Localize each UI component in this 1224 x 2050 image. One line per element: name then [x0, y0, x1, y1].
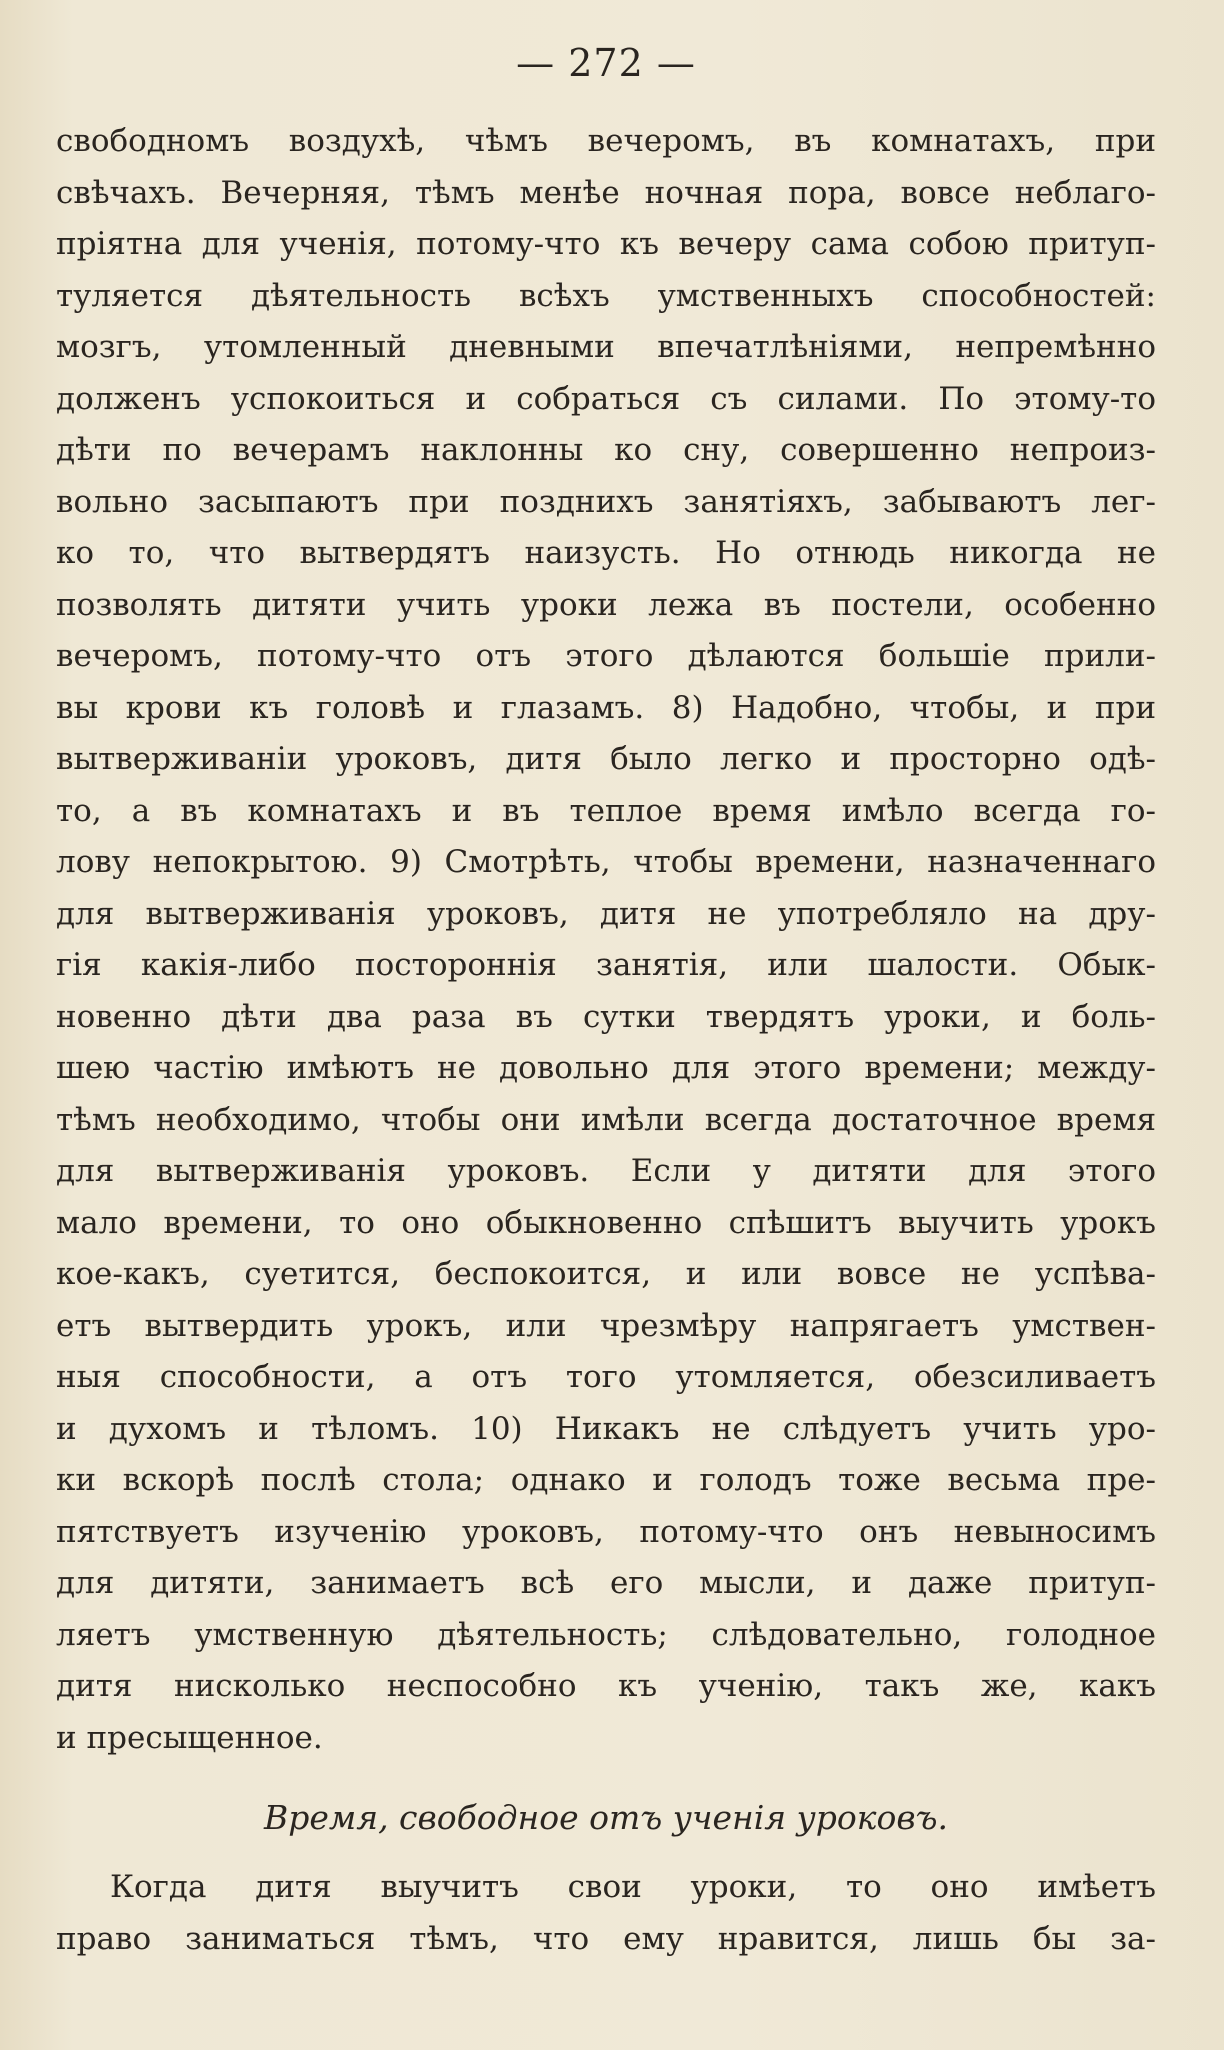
- text-line: свободномъ воздухѣ, чѣмъ вечеромъ, въ комнатахъ, при: [56, 123, 1156, 159]
- text-line: вытверживаніи уроковъ, дитя было легко и просторно одѣ-: [56, 741, 1156, 777]
- text-line: дѣти по вечерамъ наклонны ко сну, совершенно непроиз-: [56, 432, 1156, 468]
- text-line: мало времени, то оно обыкновенно спѣшитъ выучить урокъ: [56, 1204, 1156, 1241]
- text-line: новенно дѣти два раза въ сутки твердятъ уроки, и боль-: [56, 998, 1156, 1035]
- text-line: гія какія-либо постороннія занятія, или шалости. Обык-: [56, 947, 1156, 983]
- text-line: ляетъ умственную дѣятельность; слѣдовательно, голодное: [56, 1616, 1156, 1653]
- text-line: и духомъ и тѣломъ. 10) Никакъ не слѣдуетъ учить уро-: [56, 1410, 1156, 1447]
- text-line: дитя нисколько неспособно къ ученію, такъ же, какъ: [56, 1668, 1156, 1704]
- text-line: мозгъ, утомленный дневными впечатлѣніями, непремѣнно: [56, 329, 1156, 365]
- text-line: долженъ успокоиться и собраться съ силами. По этому-то: [56, 380, 1156, 417]
- text-line: лову непокрытою. 9) Смотрѣть, чтобы времени, назначеннаго: [56, 844, 1156, 880]
- text-line: для дитяти, занимаетъ всѣ его мысли, и даже притуп-: [56, 1565, 1156, 1601]
- page-body: [56, 116, 1156, 1965]
- text-line: и пресыщенное.: [56, 1719, 323, 1756]
- text-line: етъ вытвердить урокъ, или чрезмѣру напрягаетъ умствен-: [56, 1307, 1156, 1344]
- text-line: позволять дитяти учить уроки лежа въ постели, особенно: [56, 586, 1156, 623]
- text-line: вольно засыпаютъ при позднихъ занятіяхъ, забываютъ лег-: [56, 483, 1156, 520]
- text-line: для вытверживанія уроковъ. Если у дитяти для этого: [56, 1153, 1156, 1189]
- section-heading: Время, свободное отъ ученія уроковъ.: [263, 1798, 949, 1837]
- text-line: ко то, что вытвердятъ наизусть. Но отнюдь никогда не: [56, 535, 1156, 571]
- text-line: пріятна для ученія, потому-что къ вечеру сама собою притуп-: [56, 226, 1156, 262]
- text-line: кое-какъ, суетится, беспокоится, и или вовсе не успѣва-: [56, 1256, 1156, 1292]
- text-line: вы крови къ головѣ и глазамъ. 8) Надобно, чтобы, и при: [56, 689, 1156, 726]
- text-line: право заниматься тѣмъ, что ему нравится, лишь бы за-: [56, 1920, 1156, 1957]
- paragraph-1: [56, 116, 1156, 1764]
- text-line: ки вскорѣ послѣ стола; однако и голодъ тоже весьма пре-: [56, 1462, 1156, 1498]
- text-line: пятствуетъ изученію уроковъ, потому-что онъ невыносимъ: [56, 1513, 1156, 1550]
- page-number: — 272 —: [516, 41, 696, 85]
- text-line: то, а въ комнатахъ и въ теплое время имѣло всегда го-: [56, 792, 1156, 829]
- text-line: шею частію имѣютъ не довольно для этого времени; между-: [56, 1050, 1156, 1086]
- text-line: туляется дѣятельность всѣхъ умственныхъ способностей:: [56, 277, 1156, 314]
- text-line: ныя способности, а отъ того утомляется, обезсиливаетъ: [56, 1359, 1156, 1395]
- text-line: вечеромъ, потому-что отъ этого дѣлаются большіе прили-: [56, 638, 1156, 674]
- paragraph-2: [56, 1862, 1156, 1965]
- text-line: тѣмъ необходимо, чтобы они имѣли всегда достаточное время: [56, 1101, 1156, 1138]
- text-line: Когда дитя выучитъ свои уроки, то оно имѣетъ: [110, 1869, 1156, 1905]
- text-line: для вытверживанія уроковъ, дитя не употребляло на дру-: [56, 895, 1156, 932]
- text-line: свѣчахъ. Вечерняя, тѣмъ менѣе ночная пора, вовсе неблаго-: [56, 174, 1156, 211]
